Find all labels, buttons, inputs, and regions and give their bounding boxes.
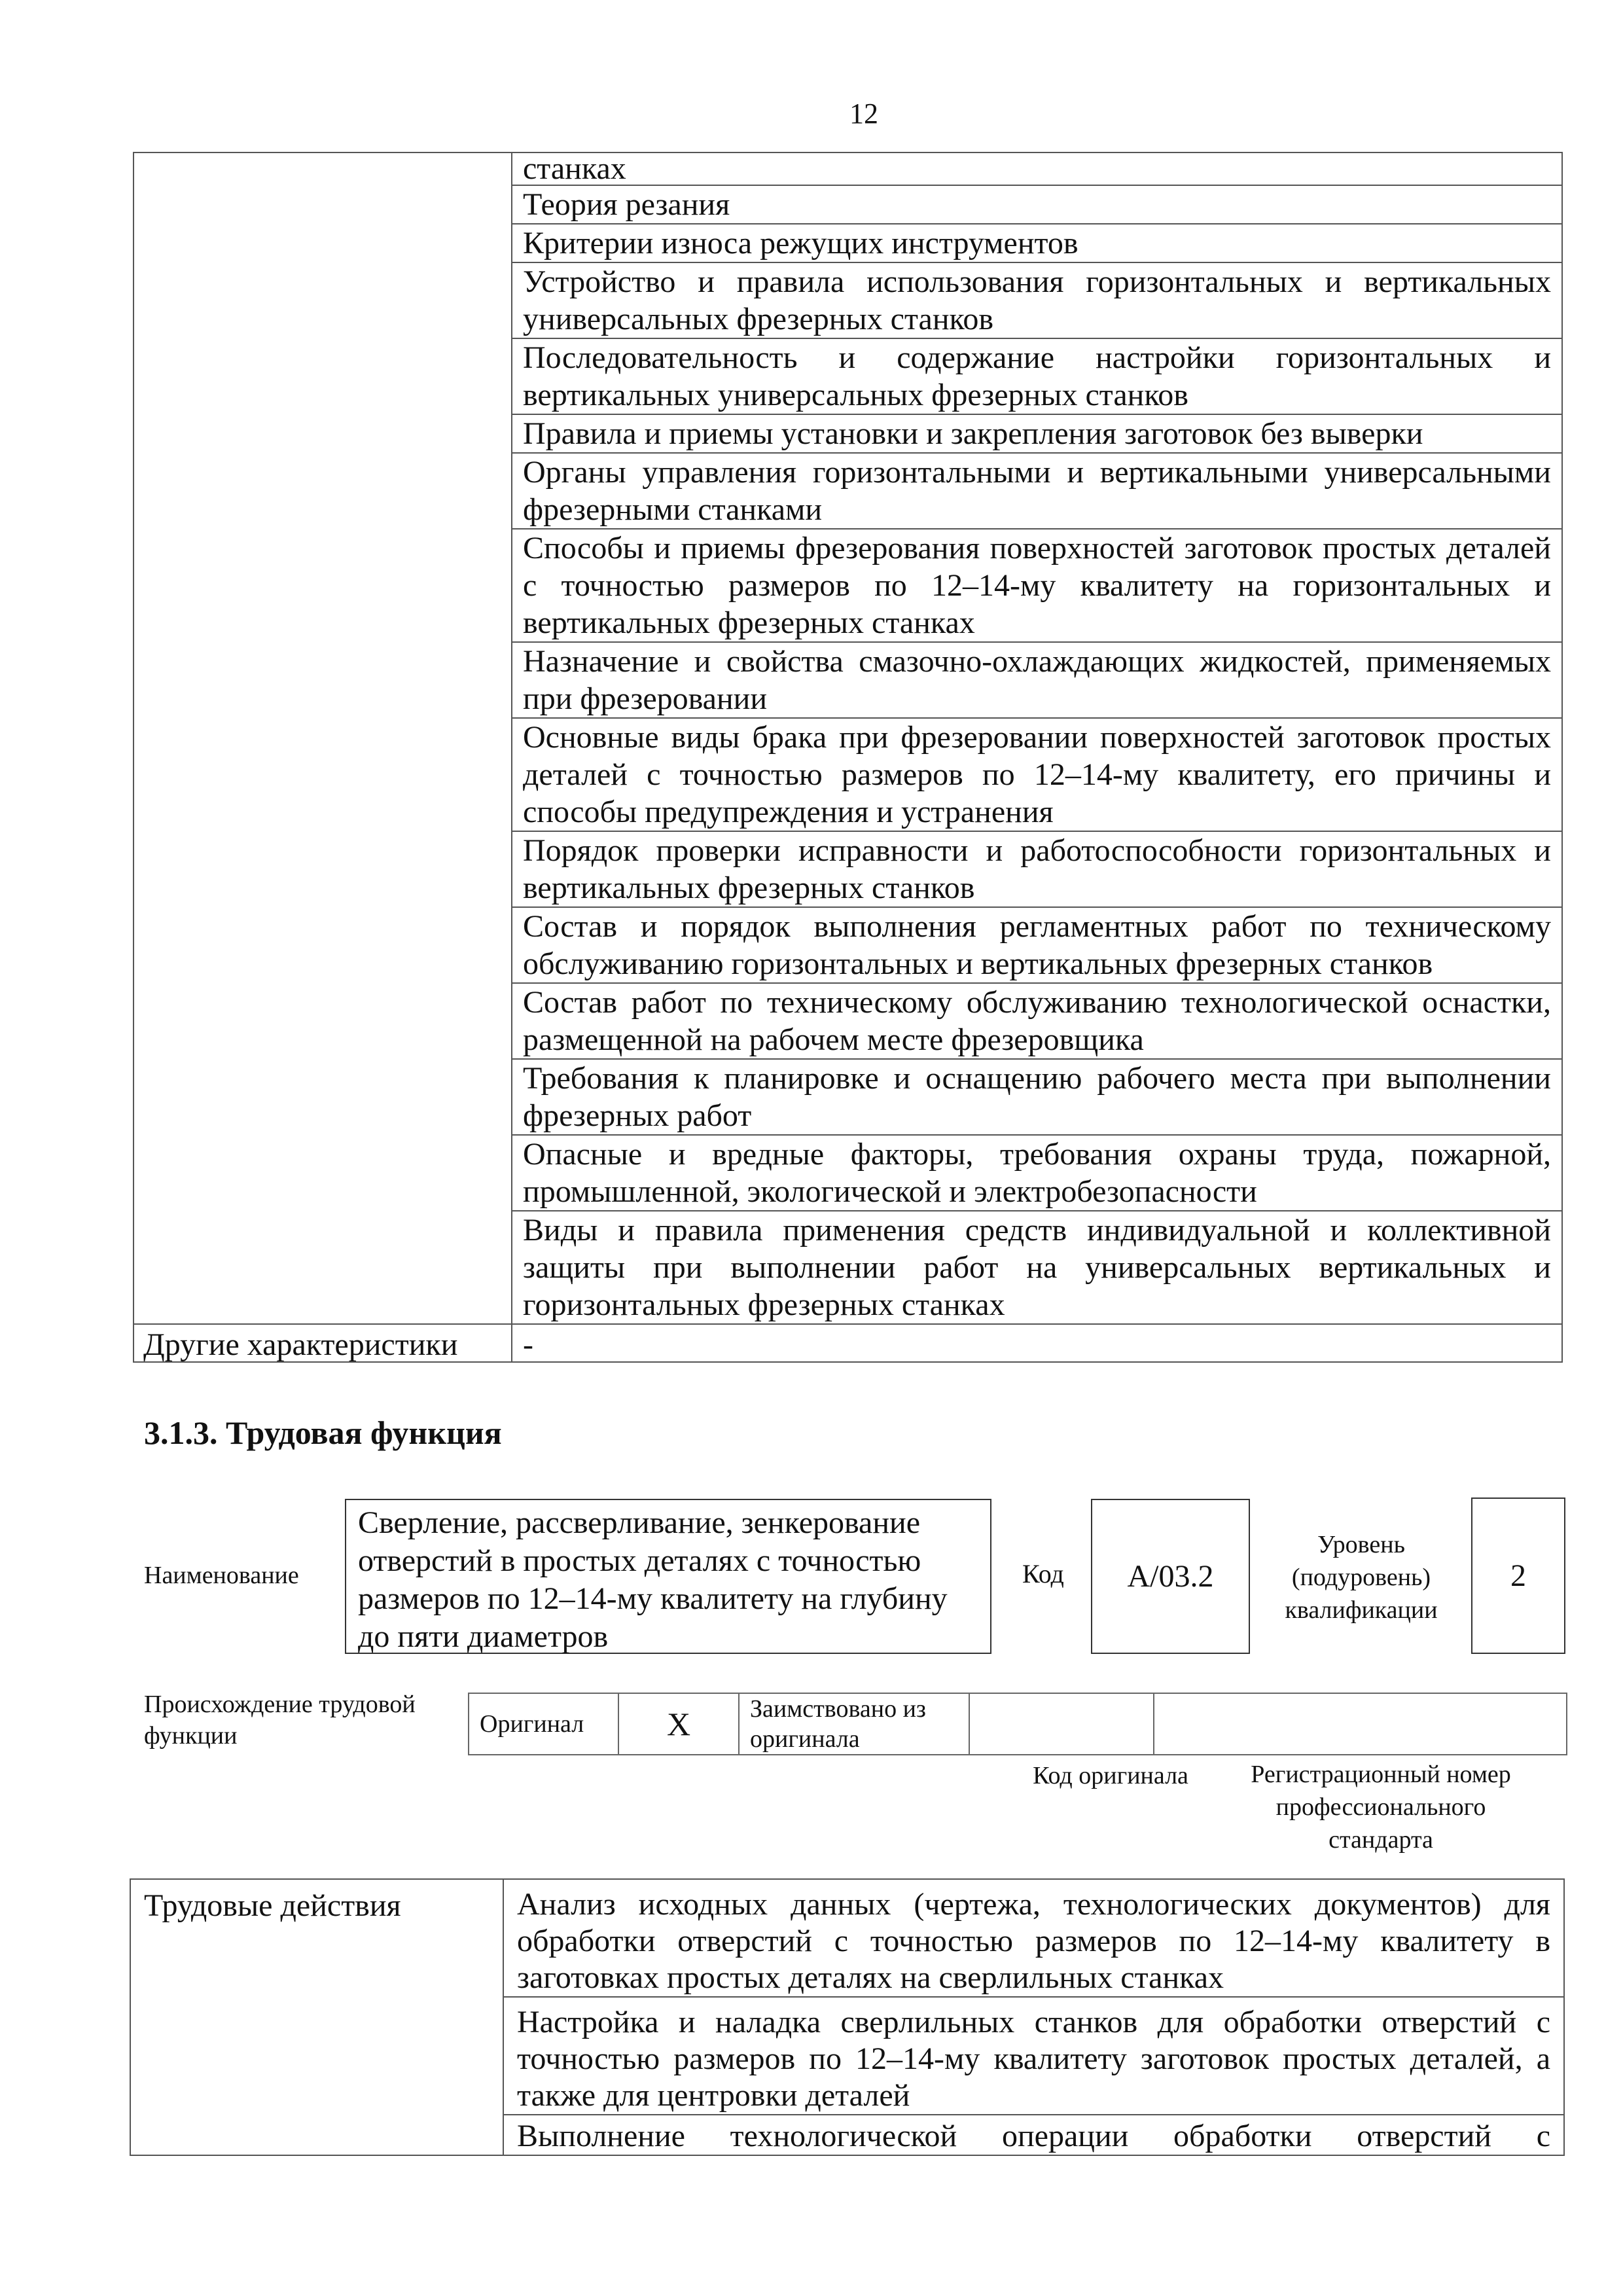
knowledge-item: Органы управления горизонтальными и вертикальными универсальными фрезерными станками bbox=[512, 453, 1562, 529]
knowledge-item: Критерии износа режущих инструментов bbox=[512, 224, 1562, 262]
table-row bbox=[469, 1693, 1567, 1755]
original-code-caption: Код оригинала bbox=[1033, 1762, 1188, 1789]
name-label: Наименование bbox=[144, 1562, 299, 1589]
labor-action-item: Настройка и наладка сверлильных станков для обработки отверстий с точностью размеров по 12–14-му квалитету заготовок простых деталей, а также для центровки деталей bbox=[503, 1997, 1564, 2115]
knowledge-item: Способы и приемы фрезерования поверхностей заготовок простых деталей с точностью размеров по 12–14-му квалитету на горизонтальных и вертикальных фрезерных станках bbox=[512, 529, 1562, 642]
reg-number-cell bbox=[1154, 1693, 1567, 1755]
knowledge-item: Устройство и правила использования горизонтальных и вертикальных универсальных фрезерных станков bbox=[512, 262, 1562, 338]
original-code-cell bbox=[969, 1693, 1154, 1755]
table-row bbox=[134, 152, 1562, 185]
reg-number-caption: Регистрационный номер профессионального стандарта bbox=[1251, 1761, 1511, 1854]
knowledge-item: Состав работ по техническому обслуживанию технологической оснастки, размещенной на рабочем месте фрезеровщика bbox=[512, 983, 1562, 1059]
knowledge-item: Основные виды брака при фрезеровании поверхностей заготовок простых деталей с точностью размеров по 12–14-му квалитету, его причины и способы предупреждения и устранения bbox=[512, 718, 1562, 831]
knowledge-item: Последовательность и содержание настройки горизонтальных и вертикальных универсальных фрезерных станков bbox=[512, 338, 1562, 414]
function-code-box: А/03.2 bbox=[1091, 1499, 1250, 1654]
section-title: 3.1.3. Трудовая функция bbox=[144, 1414, 502, 1451]
knowledge-item: станках bbox=[512, 152, 1562, 185]
origin-table bbox=[468, 1693, 1567, 1755]
knowledge-item: Теория резания bbox=[512, 185, 1562, 224]
table-row bbox=[130, 1879, 1564, 1997]
knowledge-item: Порядок проверки исправности и работоспособности горизонтальных и вертикальных фрезерных станков bbox=[512, 831, 1562, 907]
page-number: 12 bbox=[849, 98, 878, 130]
other-characteristics-label: Другие характеристики bbox=[134, 1324, 512, 1362]
function-name-box: Сверление, рассверливание, зенкерование отверстий в простых деталях с точностью размеров по 12–14-му квалитету на глубину до пяти диаметров bbox=[345, 1499, 991, 1654]
original-cell: Оригинал bbox=[469, 1693, 618, 1755]
labor-action-item: Выполнение технологической операции обработки отверстий с bbox=[503, 2115, 1564, 2155]
labor-actions-table bbox=[130, 1878, 1565, 2156]
table-row bbox=[134, 1324, 1562, 1362]
original-mark-cell: X bbox=[618, 1693, 739, 1755]
level-label: Уровень (подуровень) квалификации bbox=[1285, 1531, 1438, 1624]
knowledge-label-cell bbox=[134, 152, 512, 1324]
knowledge-item: Опасные и вредные факторы, требования охраны труда, пожарной, промышленной, экологической и электробезопасности bbox=[512, 1135, 1562, 1211]
labor-action-item: Анализ исходных данных (чертежа, технологических документов) для обработки отверстий с точностью размеров по 12–14-му квалитету в заготовках простых деталях на сверлильных станках bbox=[503, 1879, 1564, 1997]
knowledge-item: Состав и порядок выполнения регламентных работ по техническому обслуживанию горизонтальных и вертикальных фрезерных станков bbox=[512, 907, 1562, 983]
knowledge-item: Виды и правила применения средств индивидуальной и коллективной защиты при выполнении работ на универсальных вертикальных и горизонтальных фрезерных станках bbox=[512, 1211, 1562, 1324]
other-characteristics-value: - bbox=[512, 1324, 1562, 1362]
knowledge-item: Требования к планировке и оснащению рабочего места при выполнении фрезерных работ bbox=[512, 1059, 1562, 1135]
knowledge-item: Назначение и свойства смазочно-охлаждающих жидкостей, применяемых при фрезеровании bbox=[512, 642, 1562, 718]
code-label: Код bbox=[1022, 1559, 1064, 1588]
labor-actions-label: Трудовые действия bbox=[130, 1879, 503, 2155]
borrowed-cell: Заимствовано из оригинала bbox=[739, 1693, 969, 1755]
knowledge-table bbox=[133, 152, 1563, 1363]
origin-label: Происхождение трудовой функции bbox=[144, 1691, 416, 1749]
qualification-level-box: 2 bbox=[1471, 1498, 1565, 1654]
knowledge-item: Правила и приемы установки и закрепления заготовок без выверки bbox=[512, 414, 1562, 453]
